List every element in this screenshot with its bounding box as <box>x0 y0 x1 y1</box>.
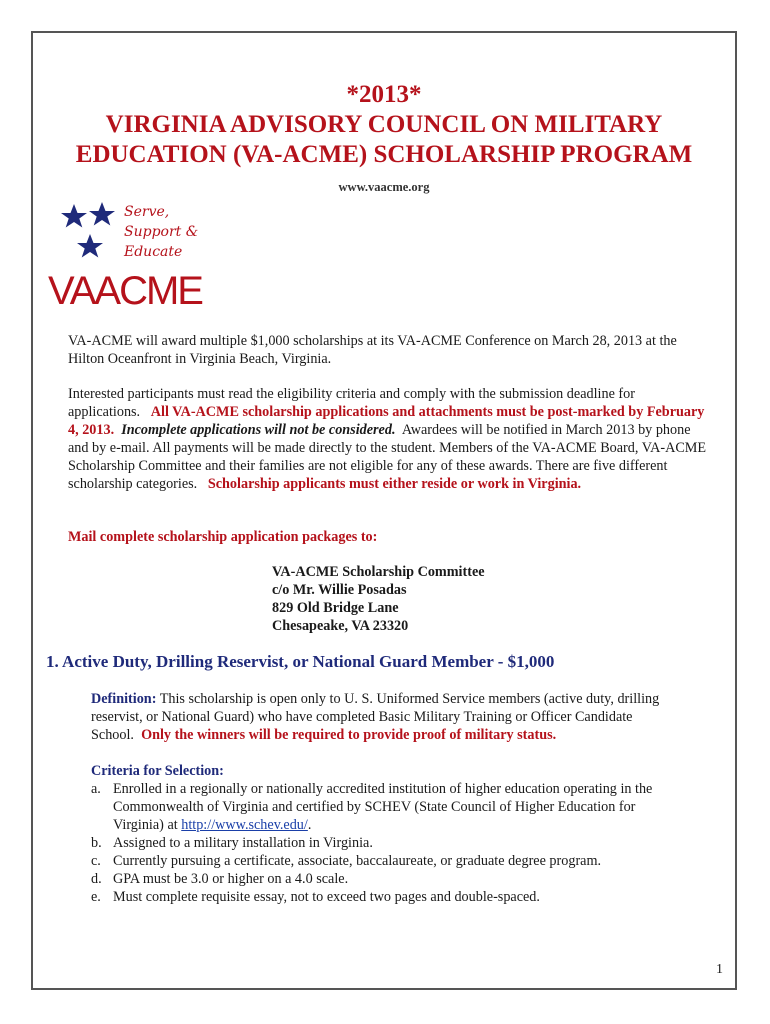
list-item: e. Must complete requisite essay, not to exceed two pages and double-spaced. <box>91 889 540 905</box>
page-title-line1: VIRGINIA ADVISORY COUNCIL ON MILITARY <box>105 111 663 138</box>
criteria-label: Criteria for Selection: <box>91 763 224 779</box>
definition-label: Definition: <box>91 691 157 707</box>
page-number: 1 <box>716 962 723 977</box>
star-icon <box>89 202 115 226</box>
svg-text:Educate: Educate <box>124 244 183 260</box>
mail-heading: Mail complete scholarship application packages to: <box>68 529 378 545</box>
residency-notice: Scholarship applicants must either reside or work in Virginia. <box>207 476 582 492</box>
section-heading: 1. Active Duty, Drilling Reservist, or National Guard Member - $1,000 <box>46 652 555 671</box>
proof-notice: Only the winners will be required to provide proof of military status. <box>141 727 557 743</box>
incomplete-notice: Incomplete applications will not be considered. <box>121 422 396 438</box>
website-link[interactable]: www.vaacme.org <box>338 180 430 194</box>
definition-paragraph: Definition: This scholarship is open only to U. S. Uniformed Service members (active duty, drilling reservist, or National Guard) who have completed Basic Military Training or Officer Candidate School. Only the winners will be required to provide proof of military status. <box>91 691 660 743</box>
vaacme-logo <box>44 196 204 311</box>
star-icon <box>61 204 87 228</box>
eligibility-paragraph: Interested participants must read the eligibility criteria and comply with the submission deadline for applications. All VA-ACME scholarship applications and attachments must be post-marked by February 4, 2013. Incomplete applications will not be considered. Awardees will be notified in March 2013 by phone and by e-mail. All payments will be made directly to the student. Members of the VA-ACME Board, VA-ACME Scholarship Committee and their families are not eligible for any of these awards. There are five different scholarship categories. Scholarship applicants must either reside or work in Virginia. <box>68 386 707 492</box>
svg-text:VAACME: VAACME <box>48 269 202 311</box>
list-item: d. GPA must be 3.0 or higher on a 4.0 scale. <box>91 871 349 887</box>
list-item: c. Currently pursuing a certificate, associate, baccalaureate, or graduate degree program. <box>91 853 602 869</box>
address-line: Chesapeake, VA 23320 <box>272 618 409 634</box>
criteria-list <box>91 762 691 906</box>
deadline-notice: All VA-ACME scholarship applications and attachments must be post-marked by February 4, 2013. <box>68 404 705 438</box>
address-line: c/o Mr. Willie Posadas <box>272 582 407 598</box>
svg-text:Support &: Support & <box>124 224 199 240</box>
svg-text:Serve,: Serve, <box>124 204 170 220</box>
address-line: 829 Old Bridge Lane <box>272 600 399 616</box>
intro-paragraph: VA-ACME will award multiple $1,000 scholarships at its VA-ACME Conference on March 28, 2013 at the Hilton Oceanfront in Virginia Beach, Virginia. <box>68 333 677 367</box>
address-line: VA-ACME Scholarship Committee <box>272 564 485 580</box>
year-title: *2013* <box>346 81 422 108</box>
list-item: b. Assigned to a military installation in Virginia. <box>91 835 373 851</box>
star-icon <box>77 234 103 258</box>
list-item: a. Enrolled in a regionally or nationally accredited institution of higher education operating in the Commonwealth of Virginia and certified by SCHEV (State Council of Higher Education for Virginia) at http://www.schev.edu/. <box>91 781 653 833</box>
schev-link[interactable]: http://www.schev.edu/ <box>181 817 308 833</box>
page-title-line2: EDUCATION (VA-ACME) SCHOLARSHIP PROGRAM <box>75 141 693 168</box>
mailing-address <box>272 563 485 635</box>
logo-graphic <box>44 196 204 311</box>
